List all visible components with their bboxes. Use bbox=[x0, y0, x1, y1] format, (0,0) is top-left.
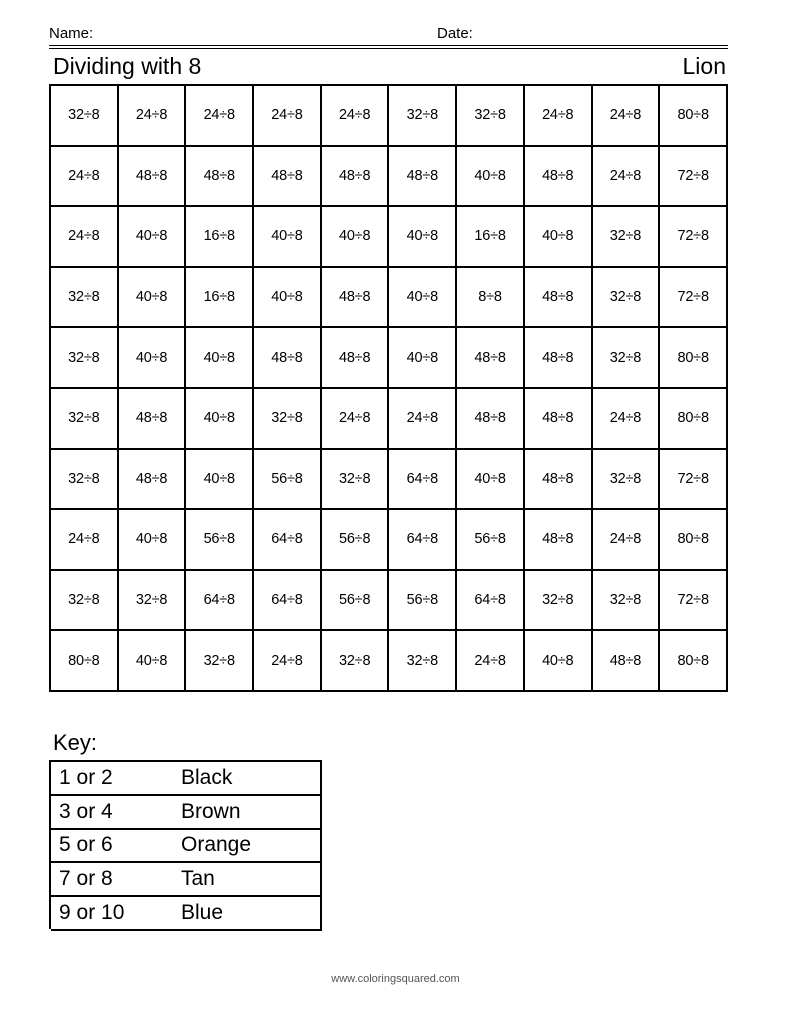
grid-cell[interactable]: 32÷8 bbox=[322, 631, 390, 692]
grid-cell[interactable]: 64÷8 bbox=[254, 510, 322, 571]
grid-cell[interactable]: 48÷8 bbox=[254, 147, 322, 208]
key-range-label: 3 or 4 bbox=[59, 799, 113, 823]
key-color-label: Brown bbox=[181, 799, 241, 823]
key-color-label: Orange bbox=[181, 833, 252, 857]
grid-cell[interactable]: 24÷8 bbox=[322, 86, 390, 147]
grid-cell[interactable]: 56÷8 bbox=[457, 510, 525, 571]
grid-cell[interactable]: 80÷8 bbox=[660, 631, 728, 692]
grid-cell[interactable]: 40÷8 bbox=[186, 389, 254, 450]
grid-cell[interactable]: 40÷8 bbox=[119, 510, 187, 571]
grid-cell[interactable]: 32÷8 bbox=[593, 207, 661, 268]
grid-cell[interactable]: 80÷8 bbox=[660, 86, 728, 147]
grid-cell[interactable]: 40÷8 bbox=[254, 207, 322, 268]
grid-cell[interactable]: 32÷8 bbox=[389, 86, 457, 147]
grid-cell[interactable]: 56÷8 bbox=[322, 510, 390, 571]
grid-cell[interactable]: 40÷8 bbox=[186, 450, 254, 511]
grid-cell[interactable]: 80÷8 bbox=[51, 631, 119, 692]
grid-cell[interactable]: 80÷8 bbox=[660, 328, 728, 389]
grid-cell[interactable]: 40÷8 bbox=[119, 207, 187, 268]
grid-cell[interactable]: 16÷8 bbox=[457, 207, 525, 268]
grid-cell[interactable]: 24÷8 bbox=[186, 86, 254, 147]
grid-cell[interactable]: 48÷8 bbox=[186, 147, 254, 208]
grid-cell[interactable]: 48÷8 bbox=[322, 328, 390, 389]
key-row bbox=[51, 897, 322, 931]
grid-cell[interactable]: 40÷8 bbox=[389, 207, 457, 268]
picture-name-title: Lion bbox=[682, 53, 726, 79]
grid-cell[interactable]: 40÷8 bbox=[389, 328, 457, 389]
grid-cell[interactable]: 80÷8 bbox=[660, 510, 728, 571]
key-range-label: 5 or 6 bbox=[59, 833, 113, 857]
grid-cell[interactable]: 32÷8 bbox=[593, 268, 661, 329]
grid-cell[interactable]: 40÷8 bbox=[119, 631, 187, 692]
grid-cell[interactable]: 32÷8 bbox=[322, 450, 390, 511]
key-heading: Key: bbox=[53, 730, 98, 755]
grid-cell[interactable]: 80÷8 bbox=[660, 389, 728, 450]
grid-cell[interactable]: 24÷8 bbox=[254, 86, 322, 147]
key-row bbox=[51, 796, 322, 830]
key-row bbox=[51, 762, 322, 796]
grid-cell[interactable]: 72÷8 bbox=[660, 207, 728, 268]
grid-cell[interactable]: 32÷8 bbox=[593, 571, 661, 632]
grid-cell[interactable]: 56÷8 bbox=[254, 450, 322, 511]
grid-cell[interactable]: 64÷8 bbox=[389, 510, 457, 571]
grid-cell[interactable]: 24÷8 bbox=[254, 631, 322, 692]
grid-cell[interactable]: 72÷8 bbox=[660, 147, 728, 208]
grid-cell[interactable]: 56÷8 bbox=[186, 510, 254, 571]
grid-cell[interactable]: 40÷8 bbox=[119, 268, 187, 329]
grid-cell[interactable]: 40÷8 bbox=[119, 328, 187, 389]
grid-cell[interactable]: 32÷8 bbox=[186, 631, 254, 692]
grid-cell[interactable]: 24÷8 bbox=[593, 389, 661, 450]
grid-cell[interactable]: 48÷8 bbox=[119, 450, 187, 511]
grid-cell[interactable]: 56÷8 bbox=[322, 571, 390, 632]
grid-cell[interactable]: 48÷8 bbox=[457, 328, 525, 389]
key-row bbox=[51, 863, 322, 897]
key-row bbox=[51, 830, 322, 864]
color-key-table bbox=[49, 760, 322, 929]
grid-cell[interactable]: 64÷8 bbox=[389, 450, 457, 511]
grid-cell[interactable]: 48÷8 bbox=[119, 389, 187, 450]
grid-cell[interactable]: 48÷8 bbox=[525, 450, 593, 511]
grid-cell[interactable]: 48÷8 bbox=[525, 147, 593, 208]
grid-cell[interactable]: 24÷8 bbox=[322, 389, 390, 450]
grid-cell[interactable]: 24÷8 bbox=[51, 147, 119, 208]
grid-cell[interactable]: 32÷8 bbox=[593, 450, 661, 511]
header-divider-rule bbox=[49, 45, 728, 49]
grid-cell[interactable]: 48÷8 bbox=[322, 147, 390, 208]
grid-cell[interactable]: 56÷8 bbox=[389, 571, 457, 632]
grid-cell[interactable]: 24÷8 bbox=[593, 510, 661, 571]
grid-cell[interactable]: 40÷8 bbox=[457, 147, 525, 208]
grid-cell[interactable]: 32÷8 bbox=[51, 450, 119, 511]
grid-cell[interactable]: 72÷8 bbox=[660, 571, 728, 632]
grid-cell[interactable]: 32÷8 bbox=[389, 631, 457, 692]
date-label: Date: bbox=[437, 25, 473, 42]
grid-cell[interactable]: 24÷8 bbox=[593, 86, 661, 147]
grid-cell[interactable]: 40÷8 bbox=[525, 207, 593, 268]
key-range-label: 1 or 2 bbox=[59, 765, 113, 789]
grid-cell[interactable]: 48÷8 bbox=[525, 389, 593, 450]
grid-cell[interactable]: 8÷8 bbox=[457, 268, 525, 329]
grid-cell[interactable]: 48÷8 bbox=[322, 268, 390, 329]
key-range-label: 9 or 10 bbox=[59, 901, 125, 925]
grid-cell[interactable]: 24÷8 bbox=[389, 389, 457, 450]
title-bar bbox=[49, 51, 728, 81]
grid-cell[interactable]: 32÷8 bbox=[51, 389, 119, 450]
grid-cell[interactable]: 32÷8 bbox=[51, 86, 119, 147]
grid-cell[interactable]: 48÷8 bbox=[119, 147, 187, 208]
grid-cell[interactable]: 40÷8 bbox=[322, 207, 390, 268]
grid-cell[interactable]: 16÷8 bbox=[186, 207, 254, 268]
grid-cell[interactable]: 40÷8 bbox=[457, 450, 525, 511]
grid-cell[interactable]: 24÷8 bbox=[457, 631, 525, 692]
grid-cell[interactable]: 24÷8 bbox=[119, 86, 187, 147]
key-color-label: Black bbox=[181, 765, 233, 789]
grid-cell[interactable]: 40÷8 bbox=[254, 268, 322, 329]
grid-cell[interactable]: 24÷8 bbox=[51, 510, 119, 571]
grid-cell[interactable]: 48÷8 bbox=[457, 389, 525, 450]
grid-cell[interactable]: 64÷8 bbox=[186, 571, 254, 632]
page-title: Dividing with 8 bbox=[53, 53, 202, 79]
grid-cell[interactable]: 32÷8 bbox=[51, 328, 119, 389]
grid-cell[interactable]: 48÷8 bbox=[525, 510, 593, 571]
key-range-label: 7 or 8 bbox=[59, 867, 113, 891]
grid-cell[interactable]: 32÷8 bbox=[51, 571, 119, 632]
grid-cell[interactable]: 24÷8 bbox=[525, 86, 593, 147]
grid-cell[interactable]: 64÷8 bbox=[457, 571, 525, 632]
grid-cell[interactable]: 48÷8 bbox=[593, 631, 661, 692]
grid-cell[interactable]: 32÷8 bbox=[119, 571, 187, 632]
grid-cell[interactable]: 16÷8 bbox=[186, 268, 254, 329]
footer-url: www.coloringsquared.com bbox=[331, 973, 460, 985]
grid-cell[interactable]: 32÷8 bbox=[593, 328, 661, 389]
grid-cell[interactable]: 48÷8 bbox=[254, 328, 322, 389]
grid-cell[interactable]: 48÷8 bbox=[389, 147, 457, 208]
grid-cell[interactable]: 48÷8 bbox=[525, 268, 593, 329]
grid-cell[interactable]: 32÷8 bbox=[254, 389, 322, 450]
key-color-label: Blue bbox=[181, 901, 224, 925]
grid-cell[interactable]: 40÷8 bbox=[186, 328, 254, 389]
grid-cell[interactable]: 48÷8 bbox=[525, 328, 593, 389]
grid-cell[interactable]: 32÷8 bbox=[457, 86, 525, 147]
grid-cell[interactable]: 64÷8 bbox=[254, 571, 322, 632]
key-color-label: Tan bbox=[181, 867, 215, 891]
grid-cell[interactable]: 72÷8 bbox=[660, 450, 728, 511]
grid-cell[interactable]: 40÷8 bbox=[389, 268, 457, 329]
grid-cell[interactable]: 32÷8 bbox=[525, 571, 593, 632]
grid-cell[interactable]: 24÷8 bbox=[593, 147, 661, 208]
grid-cell[interactable]: 32÷8 bbox=[51, 268, 119, 329]
grid-cell[interactable]: 24÷8 bbox=[51, 207, 119, 268]
grid-cell[interactable]: 40÷8 bbox=[525, 631, 593, 692]
name-label: Name: bbox=[49, 25, 94, 42]
division-puzzle-grid bbox=[49, 84, 728, 692]
grid-cell[interactable]: 72÷8 bbox=[660, 268, 728, 329]
